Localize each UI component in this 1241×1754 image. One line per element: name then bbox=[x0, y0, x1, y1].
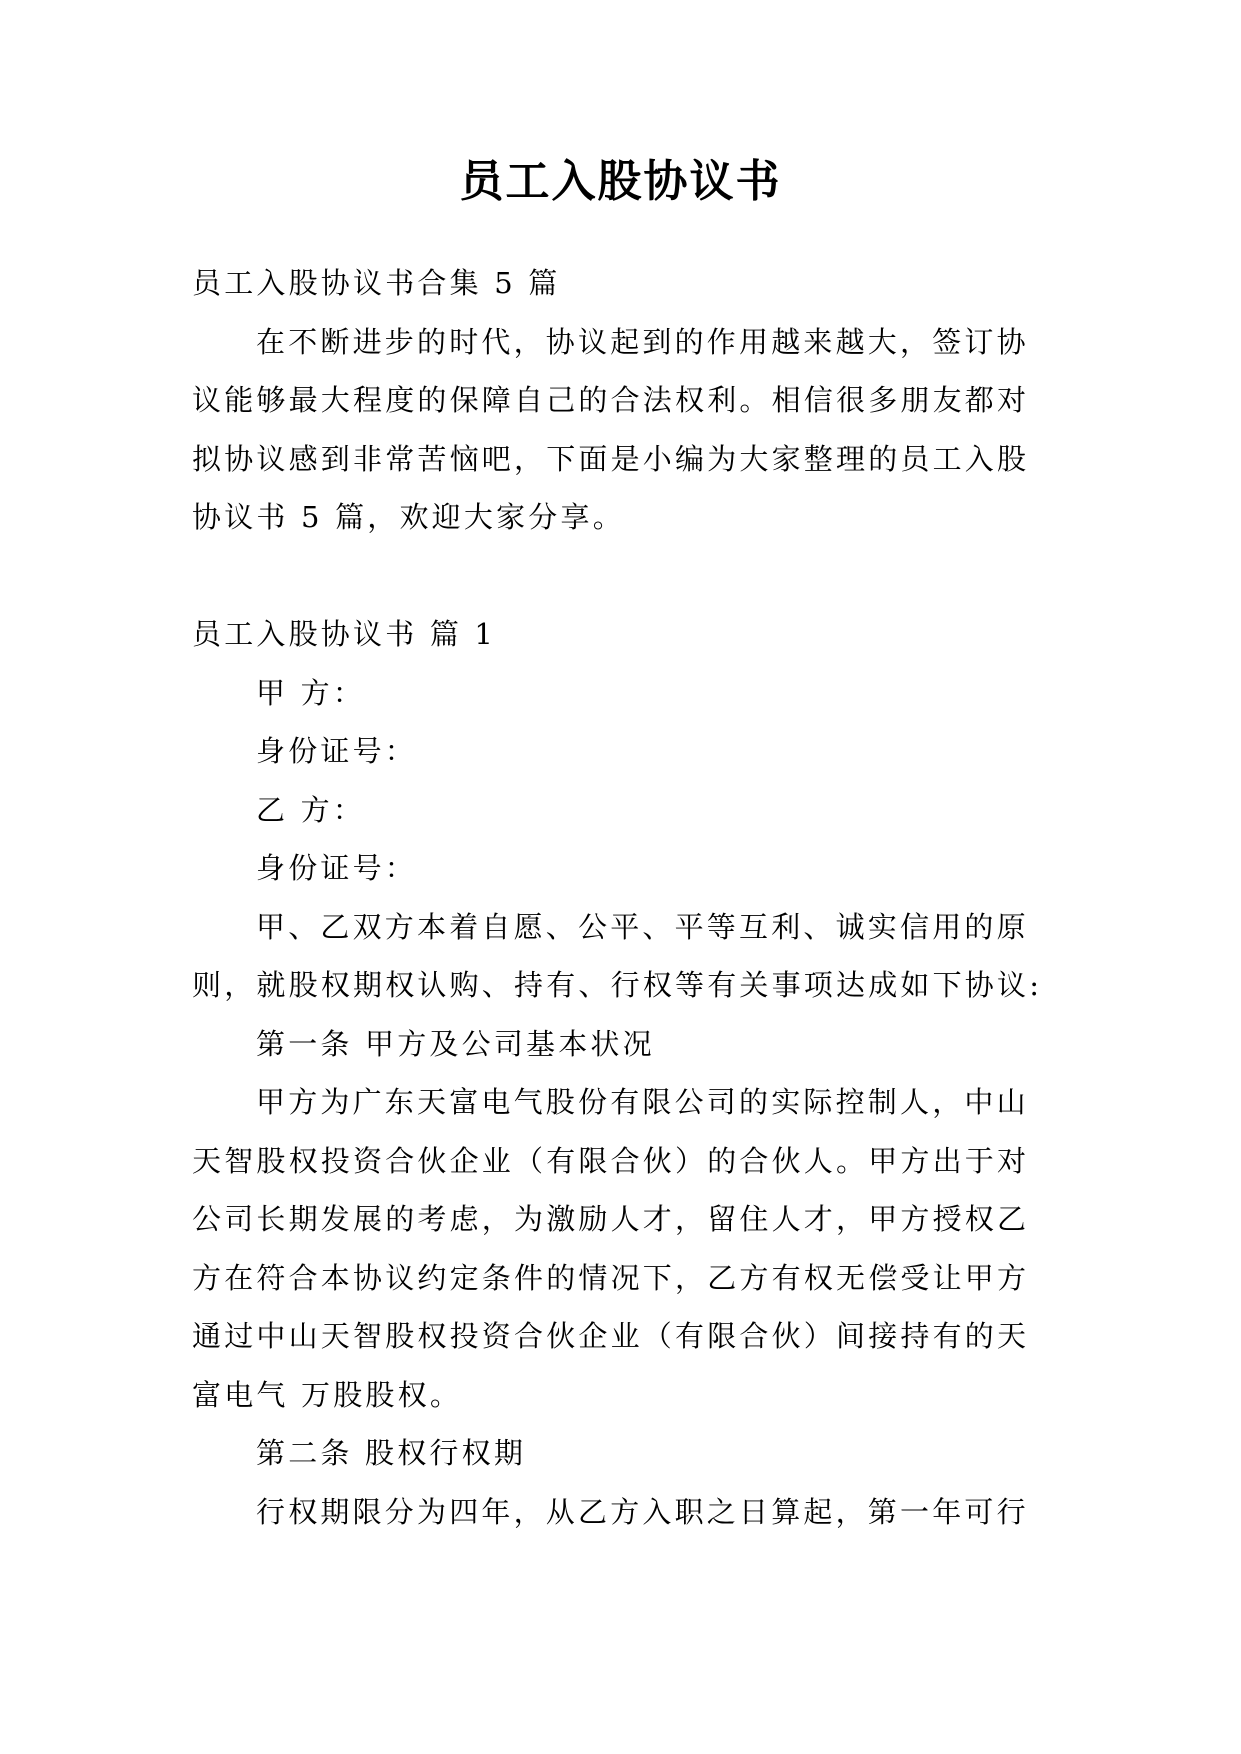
party-a-label: 甲 方： bbox=[256, 675, 366, 710]
clause1-line: 富电气 万股股权。 bbox=[192, 1377, 463, 1412]
clause1-line: 通过中山天智股权投资合伙企业（有限合伙）间接持有的天 bbox=[192, 1319, 1030, 1353]
preamble-line: 则，就股权期权认购、持有、行权等有关事项达成如下协议: bbox=[192, 968, 1043, 1002]
document-title: 员工入股协议书 bbox=[459, 156, 782, 207]
article-heading: 员工入股协议书 篇 1 bbox=[192, 617, 497, 651]
intro-line: 在不断进步的时代，协议起到的作用越来越大，签订协 bbox=[256, 324, 1029, 359]
clause2-line: 行权期限分为四年，从乙方入职之日算起，第一年可行 bbox=[256, 1494, 1029, 1529]
clause2-heading: 第二条 股权行权期 bbox=[256, 1436, 527, 1470]
clause1-line: 甲方为广东天富电气股份有限公司的实际控制人，中山 bbox=[256, 1085, 1029, 1119]
clause1-heading: 第一条 甲方及公司基本状况 bbox=[256, 1026, 655, 1061]
paragraph-spacer bbox=[192, 547, 1058, 606]
preamble-line: 甲、乙双方本着自愿、公平、平等互利、诚实信用的原 bbox=[256, 909, 1029, 944]
clause1-line: 公司长期发展的考虑，为激励人才，留住人才，甲方授权乙 bbox=[192, 1202, 1030, 1236]
intro-line: 拟协议感到非常苦恼吧，下面是小编为大家整理的员工入股 bbox=[192, 441, 1030, 476]
party-a-id-label: 身份证号： bbox=[256, 734, 418, 768]
clause1-line: 天智股权投资合伙企业（有限合伙）的合伙人。甲方出于对 bbox=[192, 1143, 1030, 1178]
collection-heading: 员工入股协议书合集 5 篇 bbox=[192, 266, 561, 300]
intro-line: 协议书 5 篇，欢迎大家分享。 bbox=[192, 500, 625, 534]
document-body bbox=[192, 254, 1058, 1541]
intro-line: 议能够最大程度的保障自己的合法权利。相信很多朋友都对 bbox=[192, 383, 1030, 417]
party-b-id-label: 身份证号： bbox=[256, 851, 418, 885]
clause1-line: 方在符合本协议约定条件的情况下，乙方有权无偿受让甲方 bbox=[192, 1260, 1030, 1295]
party-b-label: 乙 方： bbox=[256, 792, 366, 827]
